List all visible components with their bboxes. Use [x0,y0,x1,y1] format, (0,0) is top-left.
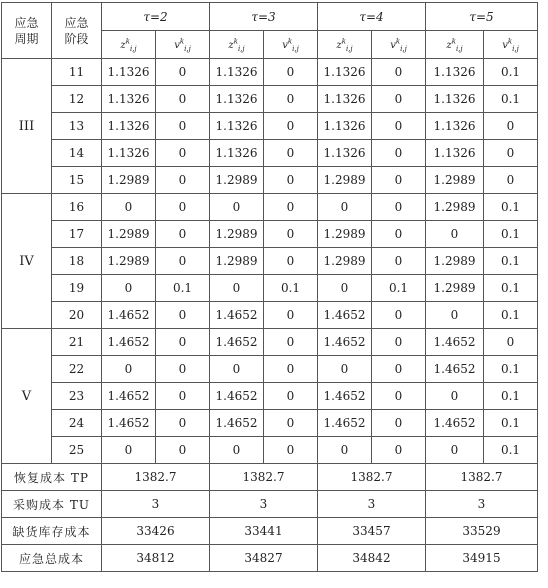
value-cell: 1.1326 [426,59,484,86]
table-body [2,59,538,572]
header-tau-3: τ=3 [210,3,318,31]
header-period [2,3,52,59]
var-sub: i,j [184,44,191,53]
results-table [1,2,538,572]
value-cell: 0 [264,221,318,248]
value-cell: 0.1 [372,275,426,302]
value-cell: 0 [264,86,318,113]
value-cell: 0 [372,140,426,167]
value-cell: 1.2989 [318,248,372,275]
var-base: z [446,39,452,51]
var-sup: k [233,37,238,46]
var-sup: k [125,37,130,46]
var-sub: i,j [345,44,353,53]
stage-cell: 20 [52,302,102,329]
var-sup: k [287,37,293,46]
var-sup: k [451,37,456,46]
header-row-1 [2,3,538,31]
value-cell: 1.1326 [426,140,484,167]
value-cell: 1.4652 [426,410,484,437]
var-sub: i,j [292,44,299,53]
value-cell: 1.2989 [426,275,484,302]
summary-value: 33457 [318,518,426,545]
summary-label: 恢复成本 TP [2,464,102,491]
header-stage [52,3,102,59]
value-cell: 1.4652 [318,383,372,410]
var-base: v [174,39,180,51]
header-tau-4: τ=4 [318,3,426,31]
value-cell: 0 [426,221,484,248]
stage-cell: 13 [52,113,102,140]
table-row [2,167,538,194]
stage-cell: 22 [52,356,102,383]
value-cell: 0 [372,329,426,356]
value-cell: 0 [264,356,318,383]
var-sub: i,j [400,44,407,53]
stage-cell: 12 [52,86,102,113]
value-cell: 0 [372,437,426,464]
summary-row [2,491,538,518]
var-symbol [502,37,519,53]
summary-value: 3 [426,491,538,518]
header-var-z-0 [102,31,156,59]
header-stage-line1: 应急 [64,15,89,30]
value-cell: 0.1 [484,275,538,302]
var-symbol [336,37,353,53]
value-cell: 0 [264,194,318,221]
value-cell: 0 [156,86,210,113]
header-var-v-2 [372,31,426,59]
header-period-line2: 周期 [14,31,39,46]
value-cell: 0 [210,356,264,383]
header-var-z-1 [210,31,264,59]
value-cell: 1.1326 [318,113,372,140]
value-cell: 0 [372,302,426,329]
value-cell: 0 [156,302,210,329]
value-cell: 1.1326 [426,86,484,113]
stage-cell: 16 [52,194,102,221]
value-cell: 0 [372,59,426,86]
value-cell: 0 [102,194,156,221]
value-cell: 0 [372,167,426,194]
stage-cell: 17 [52,221,102,248]
table-row [2,140,538,167]
value-cell: 0 [156,383,210,410]
summary-value: 3 [102,491,210,518]
summary-value: 33426 [102,518,210,545]
var-symbol [174,37,191,53]
value-cell: 1.1326 [318,86,372,113]
var-sup: k [507,37,513,46]
header-var-v-1 [264,31,318,59]
value-cell: 1.4652 [102,410,156,437]
summary-label: 采购成本 TU [2,491,102,518]
header-stage-line2: 阶段 [64,31,89,46]
value-cell: 0 [264,140,318,167]
value-cell: 1.4652 [102,329,156,356]
value-cell: 0 [156,248,210,275]
header-var-z-3 [426,31,484,59]
value-cell: 1.2989 [102,221,156,248]
value-cell: 0 [372,383,426,410]
var-base: v [282,39,288,51]
summary-value: 34842 [318,545,426,572]
table-row [2,194,538,221]
stage-cell: 15 [52,167,102,194]
var-symbol [228,37,245,53]
value-cell: 1.1326 [102,140,156,167]
table-row [2,248,538,275]
var-symbol [446,37,463,53]
value-cell: 0.1 [264,275,318,302]
header-tau-5: τ=5 [426,3,538,31]
value-cell: 0.1 [484,437,538,464]
value-cell: 0 [264,437,318,464]
var-base: v [502,39,508,51]
header-period-line1: 应急 [14,15,39,30]
value-cell: 1.2989 [210,167,264,194]
table-row [2,437,538,464]
value-cell: 1.4652 [318,329,372,356]
value-cell: 1.4652 [318,410,372,437]
value-cell: 1.1326 [210,86,264,113]
value-cell: 0 [156,410,210,437]
value-cell: 0 [484,329,538,356]
value-cell: 0.1 [484,383,538,410]
value-cell: 0.1 [484,302,538,329]
value-cell: 0 [318,437,372,464]
stage-cell: 19 [52,275,102,302]
summary-value: 33441 [210,518,318,545]
value-cell: 0 [372,86,426,113]
value-cell: 0 [426,437,484,464]
var-base: v [390,39,396,51]
period-label: IV [2,194,52,329]
value-cell: 1.1326 [426,113,484,140]
value-cell: 1.1326 [210,59,264,86]
value-cell: 1.1326 [102,86,156,113]
value-cell: 0.1 [484,194,538,221]
var-sub: i,j [512,44,519,53]
value-cell: 0 [264,167,318,194]
value-cell: 1.2989 [210,221,264,248]
value-cell: 0 [372,221,426,248]
value-cell: 1.1326 [102,59,156,86]
value-cell: 1.4652 [318,302,372,329]
value-cell: 0 [264,113,318,140]
value-cell: 0 [484,113,538,140]
summary-value: 34915 [426,545,538,572]
stage-cell: 23 [52,383,102,410]
value-cell: 1.4652 [210,329,264,356]
stage-cell: 11 [52,59,102,86]
value-cell: 0 [372,113,426,140]
stage-cell: 24 [52,410,102,437]
value-cell: 0.1 [484,248,538,275]
value-cell: 0 [102,275,156,302]
value-cell: 0 [484,167,538,194]
var-base: z [336,39,342,51]
value-cell: 0.1 [484,221,538,248]
value-cell: 0 [484,140,538,167]
value-cell: 1.2989 [426,194,484,221]
value-cell: 0 [318,194,372,221]
value-cell: 0 [156,59,210,86]
value-cell: 0 [372,410,426,437]
var-sub: i,j [129,44,137,53]
summary-value: 1382.7 [426,464,538,491]
value-cell: 1.1326 [318,140,372,167]
summary-label: 缺货库存成本 [2,518,102,545]
summary-label: 应急总成本 [2,545,102,572]
value-cell: 0 [156,437,210,464]
summary-value: 1382.7 [318,464,426,491]
value-cell: 0 [318,275,372,302]
value-cell: 0.1 [484,86,538,113]
summary-row [2,545,538,572]
value-cell: 0 [264,248,318,275]
var-symbol [282,37,299,53]
value-cell: 1.1326 [210,113,264,140]
var-base: z [120,39,126,51]
summary-value: 34812 [102,545,210,572]
stage-cell: 25 [52,437,102,464]
value-cell: 0 [264,59,318,86]
header-var-z-2 [318,31,372,59]
summary-value: 1382.7 [102,464,210,491]
value-cell: 1.1326 [210,140,264,167]
table-row [2,383,538,410]
value-cell: 1.2989 [102,167,156,194]
stage-cell: 14 [52,140,102,167]
period-label: III [2,59,52,194]
value-cell: 1.4652 [102,302,156,329]
var-sup: k [395,37,401,46]
value-cell: 0 [264,383,318,410]
summary-value: 1382.7 [210,464,318,491]
value-cell: 0 [372,194,426,221]
value-cell: 1.4652 [426,356,484,383]
summary-value: 34827 [210,545,318,572]
header-var-v-3 [484,31,538,59]
table-row [2,302,538,329]
value-cell: 0 [102,356,156,383]
table-row [2,356,538,383]
var-sup: k [341,37,346,46]
value-cell: 0 [156,356,210,383]
table-row [2,329,538,356]
value-cell: 0 [372,356,426,383]
value-cell: 1.1326 [102,113,156,140]
table-row [2,221,538,248]
value-cell: 1.4652 [210,302,264,329]
value-cell: 1.2989 [426,167,484,194]
value-cell: 0 [372,248,426,275]
value-cell: 1.2989 [426,248,484,275]
value-cell: 0 [156,194,210,221]
value-cell: 0.1 [484,410,538,437]
var-symbol [390,37,407,53]
value-cell: 0 [156,113,210,140]
summary-row [2,464,538,491]
var-sub: i,j [237,44,245,53]
table-row [2,59,538,86]
value-cell: 0 [264,410,318,437]
value-cell: 0 [318,356,372,383]
value-cell: 1.4652 [102,383,156,410]
value-cell: 1.2989 [210,248,264,275]
header-var-v-0 [156,31,210,59]
summary-value: 3 [318,491,426,518]
table-row [2,113,538,140]
value-cell: 0.1 [156,275,210,302]
var-base: z [228,39,234,51]
value-cell: 0 [156,221,210,248]
value-cell: 0 [156,329,210,356]
table-row [2,275,538,302]
value-cell: 0.1 [484,356,538,383]
value-cell: 1.2989 [318,221,372,248]
value-cell: 0 [156,167,210,194]
table-row [2,410,538,437]
value-cell: 0 [210,437,264,464]
var-sub: i,j [455,44,463,53]
value-cell: 1.4652 [210,383,264,410]
table-row [2,86,538,113]
value-cell: 1.1326 [318,59,372,86]
value-cell: 0 [426,383,484,410]
header-tau-2: τ=2 [102,3,210,31]
value-cell: 0 [210,275,264,302]
value-cell: 1.4652 [426,329,484,356]
period-label: V [2,329,52,464]
value-cell: 1.2989 [102,248,156,275]
value-cell: 0 [264,329,318,356]
value-cell: 0 [210,194,264,221]
summary-value: 33529 [426,518,538,545]
value-cell: 0 [102,437,156,464]
var-sup: k [179,37,185,46]
stage-cell: 18 [52,248,102,275]
value-cell: 1.4652 [210,410,264,437]
summary-row [2,518,538,545]
summary-value: 3 [210,491,318,518]
var-symbol [120,37,137,53]
stage-cell: 21 [52,329,102,356]
value-cell: 0 [426,302,484,329]
value-cell: 1.2989 [318,167,372,194]
value-cell: 0 [264,302,318,329]
value-cell: 0.1 [484,59,538,86]
value-cell: 0 [156,140,210,167]
